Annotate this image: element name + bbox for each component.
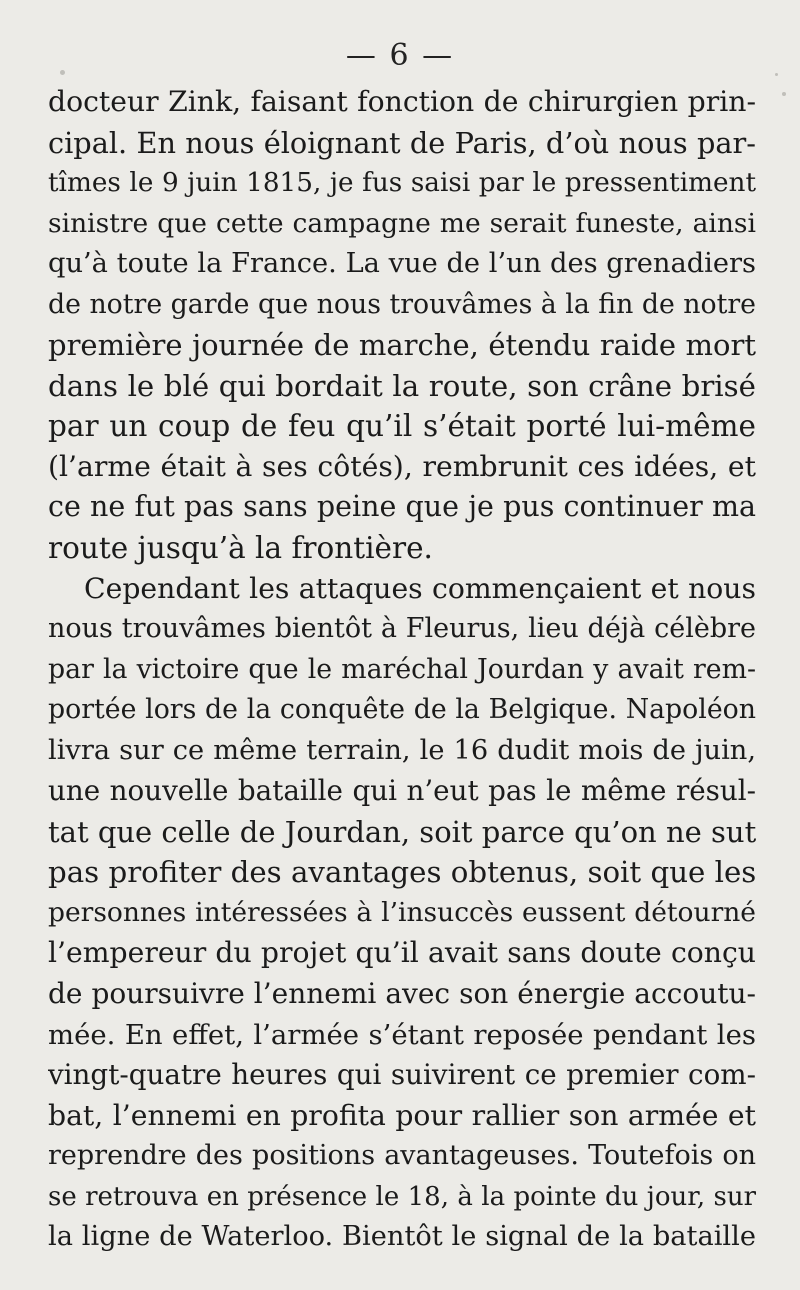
text-line: nous trouvâmes bientôt à Fleurus, lieu déjà célèbre	[48, 613, 756, 645]
text-line: se retrouva en présence le 18, à la pointe du jour, sur	[48, 1181, 756, 1212]
text-line: de notre garde que nous trouvâmes à la fin de notre	[48, 288, 756, 320]
text-line: tîmes le 9 juin 1815, je fus saisi par le pressentiment	[48, 168, 756, 199]
text-line: personnes intéressées à l’insuccès eussent détourné	[48, 896, 756, 928]
text-line: route jusqu’à la frontière.	[48, 531, 433, 566]
text-line: par un coup de feu qu’il s’était porté lui-même	[48, 409, 756, 444]
text-line: première journée de marche, étendu raide mort	[48, 328, 756, 363]
text-line: tat que celle de Jourdan, soit parce qu’on ne sut	[48, 814, 756, 849]
paper-speck	[782, 92, 786, 96]
text-line: une nouvelle bataille qui n’eut pas le même résul-	[48, 774, 756, 808]
body-text	[48, 82, 756, 1258]
text-line: par la victoire que le maréchal Jourdan y avait rem-	[48, 653, 756, 685]
text-line: livra sur ce même terrain, le 16 dudit mois de juin,	[48, 734, 756, 766]
paper-speck	[775, 73, 778, 76]
text-line: (l’arme était à ses côtés), rembrunit ces idées, et	[48, 449, 756, 483]
text-line: dans le blé qui bordait la route, son crâne brisé	[48, 368, 756, 403]
text-line: sinistre que cette campagne me serait funeste, ainsi	[48, 207, 756, 239]
text-line: portée lors de la conquête de la Belgique. Napoléon	[48, 694, 756, 726]
paper-speck	[60, 70, 65, 75]
text-line: l’empereur du projet qu’il avait sans doute conçu	[48, 936, 756, 970]
text-line: qu’à toute la France. La vue de l’un des grenadiers	[48, 248, 756, 280]
paragraph-2	[48, 569, 756, 1258]
text-line: mée. En effet, l’armée s’étant reposée pendant les	[48, 1018, 756, 1051]
text-line: vingt-quatre heures qui suivirent ce premier com-	[48, 1058, 756, 1092]
text-line: de poursuivre l’ennemi avec son énergie accoutu-	[48, 977, 756, 1011]
text-line: cipal. En nous éloignant de Paris, d’où nous par-	[48, 125, 756, 160]
paragraph-1	[48, 82, 756, 569]
text-line: la ligne de Waterloo. Bientôt le signal de la bataille	[48, 1221, 756, 1253]
text-line: Cependant les attaques commençaient et nous	[84, 571, 756, 605]
text-line: docteur Zink, faisant fonction de chirurgien prin-	[48, 85, 756, 118]
text-line: ce ne fut pas sans peine que je pus continuer ma	[48, 490, 756, 524]
page-number: — 6 —	[345, 38, 455, 73]
text-line: bat, l’ennemi en profita pour rallier son armée et	[48, 1098, 756, 1132]
text-line: reprendre des positions avantageuses. Toutefois on	[48, 1140, 756, 1172]
text-line: pas profiter des avantages obtenus, soit que les	[48, 855, 756, 890]
